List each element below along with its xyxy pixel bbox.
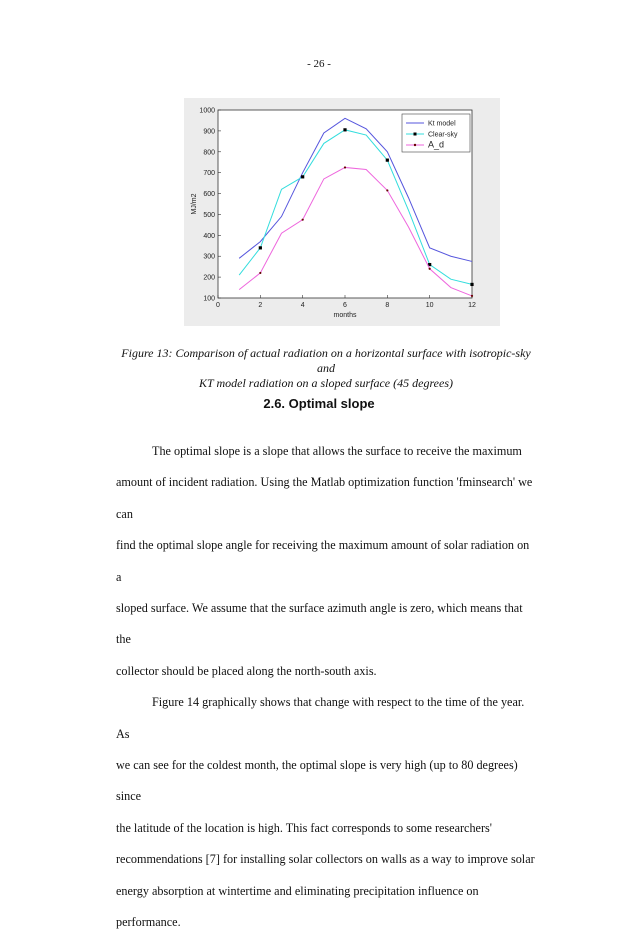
x-tick-label: 0	[216, 302, 220, 309]
x-tick-label: 4	[300, 302, 305, 309]
text-line: energy absorption at wintertime and eliminating precipitation influence on performance.	[116, 883, 479, 930]
text-line: we can see for the coldest month, the optimal slope is very high (up to 80 degrees) since	[116, 758, 518, 804]
text-line: the latitude of the location is high. This fact corresponds to some researchers'	[116, 820, 492, 835]
x-tick-label: 12	[468, 302, 476, 309]
y-tick-label: 600	[203, 191, 215, 199]
text-line: Figure 14 graphically shows that change with respect to the time of the year. As	[116, 695, 525, 741]
data-point	[429, 268, 431, 270]
page-number: - 26 -	[307, 58, 331, 70]
data-point	[471, 295, 473, 297]
x-tick-label: 10	[425, 302, 434, 309]
data-point	[259, 272, 261, 274]
chart-svg	[184, 98, 500, 326]
data-point	[386, 159, 389, 162]
paragraph	[116, 687, 536, 938]
legend-marker	[414, 133, 417, 136]
figure-caption	[116, 346, 536, 391]
legend-marker	[414, 144, 416, 146]
legend-label: A_d	[428, 139, 445, 150]
y-tick-label: 900	[203, 128, 215, 136]
y-tick-label: 300	[203, 253, 215, 261]
y-tick-label: 700	[203, 170, 215, 178]
y-axis-label: MJ/m2	[191, 193, 198, 215]
y-tick-label: 1000	[199, 107, 215, 115]
legend-label: Kt model	[428, 120, 456, 128]
data-point	[470, 283, 473, 286]
x-tick-label: 8	[385, 302, 390, 309]
paragraph	[116, 436, 536, 687]
y-tick-label: 800	[203, 149, 215, 157]
y-tick-label: 500	[203, 211, 215, 219]
x-axis-label: months	[333, 312, 357, 319]
text-line: amount of incident radiation. Using the Matlab optimization function 'fminsearch' we can	[116, 475, 533, 521]
text-line: recommendations [7] for installing solar collectors on walls as a way to improve solar	[116, 852, 535, 867]
x-tick-label: 2	[258, 302, 263, 309]
data-point	[301, 175, 304, 178]
text-line: find the optimal slope angle for receiving the maximum amount of solar radiation on a	[116, 538, 530, 584]
y-tick-label: 100	[203, 295, 215, 303]
data-point	[344, 166, 346, 168]
data-point	[302, 219, 304, 221]
caption-line-2: KT model radiation on a sloped surface (45 degrees)	[199, 376, 453, 390]
legend-label: Clear-sky	[428, 131, 458, 139]
caption-line-1: Figure 13: Comparison of actual radiation on a horizontal surface with isotropic-sky and	[121, 346, 531, 375]
x-tick-label: 6	[343, 302, 347, 309]
data-point	[386, 189, 388, 191]
data-point	[259, 246, 262, 249]
text-line: collector should be placed along the north-south axis.	[116, 663, 377, 678]
body-text	[116, 436, 536, 939]
y-tick-label: 400	[203, 232, 215, 240]
text-line: sloped surface. We assume that the surface azimuth angle is zero, which means that the	[116, 601, 523, 647]
section-heading: 2.6. Optimal slope	[263, 396, 375, 411]
figure-chart	[184, 98, 500, 326]
y-tick-label: 200	[203, 274, 215, 282]
text-line: The optimal slope is a slope that allows the surface to receive the maximum	[152, 444, 522, 458]
data-point	[343, 128, 346, 131]
